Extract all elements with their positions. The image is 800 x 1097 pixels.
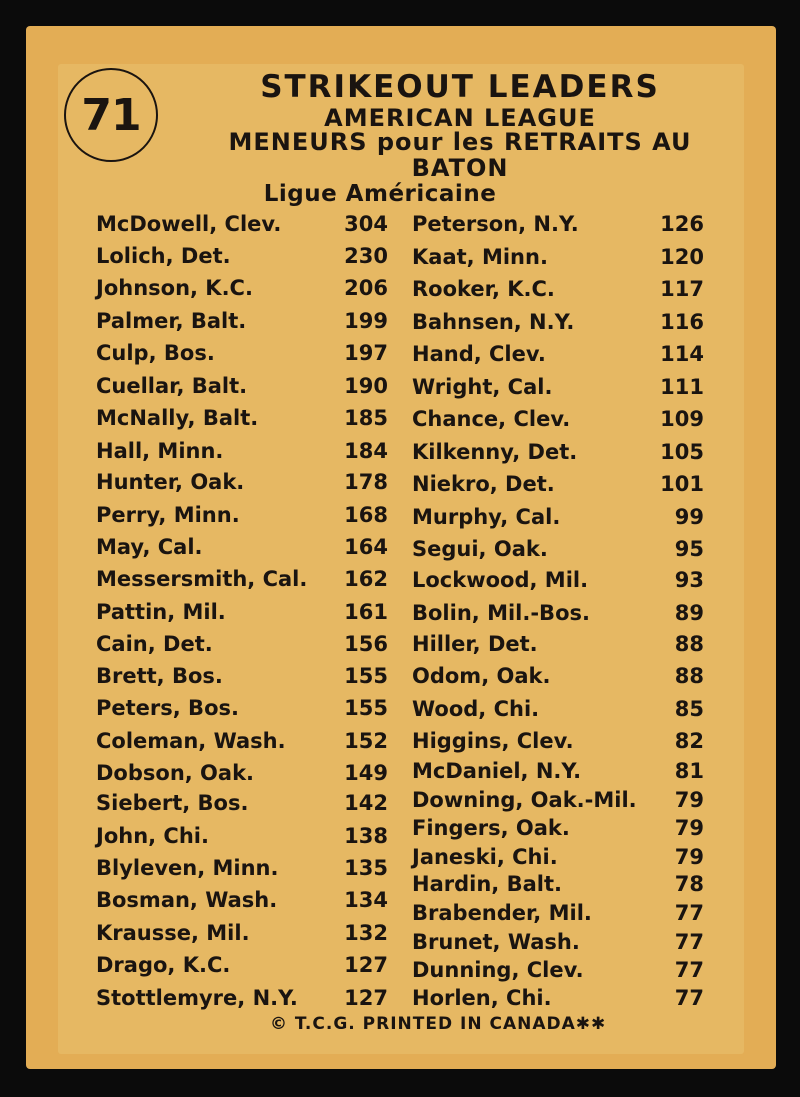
- player-name: Drago, K.C.: [96, 953, 231, 977]
- player-name: Bolin, Mil.-Bos.: [412, 601, 590, 625]
- strikeout-count: 88: [674, 664, 704, 688]
- player-name: Brunet, Wash.: [412, 930, 580, 954]
- strikeout-count: 152: [344, 729, 388, 753]
- player-name: McDowell, Clev.: [96, 212, 282, 236]
- player-name: Bosman, Wash.: [96, 888, 278, 912]
- player-name: Chance, Clev.: [412, 407, 571, 431]
- strikeout-count: 120: [660, 245, 704, 269]
- player-name: Dunning, Clev.: [412, 958, 584, 982]
- strikeout-count: 99: [674, 505, 704, 529]
- player-name: May, Cal.: [96, 535, 203, 559]
- player-name: Cain, Det.: [96, 632, 213, 656]
- player-name: Peters, Bos.: [96, 696, 239, 720]
- strikeout-count: 78: [674, 872, 704, 896]
- player-name: Coleman, Wash.: [96, 729, 286, 753]
- title-french-line1: MENEURS pour les RETRAITS AU: [228, 128, 692, 156]
- player-name: Fingers, Oak.: [412, 816, 570, 840]
- player-name: Odom, Oak.: [412, 664, 551, 688]
- player-name: Hiller, Det.: [412, 632, 538, 656]
- player-name: Perry, Minn.: [96, 503, 240, 527]
- strikeout-count: 79: [674, 845, 704, 869]
- player-name: Palmer, Balt.: [96, 309, 247, 333]
- player-name: Culp, Bos.: [96, 341, 215, 365]
- player-name: Bahnsen, N.Y.: [412, 310, 575, 334]
- player-name: Messersmith, Cal.: [96, 567, 308, 591]
- strikeout-count: 197: [344, 341, 388, 365]
- strikeout-count: 184: [344, 439, 388, 463]
- strikeout-count: 230: [344, 244, 388, 268]
- player-name: Higgins, Clev.: [412, 729, 574, 753]
- league-french: Ligue Américaine: [263, 181, 497, 207]
- player-name: Pattin, Mil.: [96, 600, 226, 624]
- strikeout-count: 132: [344, 921, 388, 945]
- player-name: Downing, Oak.-Mil.: [412, 788, 637, 812]
- footer-copyright: © T.C.G. PRINTED IN CANADA✱✱: [270, 1014, 607, 1034]
- strikeout-count: 304: [344, 212, 388, 236]
- card-number: 71: [64, 68, 158, 162]
- strikeout-count: 134: [344, 888, 388, 912]
- player-name: Hunter, Oak.: [96, 470, 245, 494]
- player-name: Niekro, Det.: [412, 472, 555, 496]
- player-name: Blyleven, Minn.: [96, 856, 279, 880]
- strikeout-count: 111: [660, 375, 704, 399]
- player-name: Janeski, Chi.: [412, 845, 558, 869]
- strikeout-count: 77: [674, 958, 704, 982]
- strikeout-count: 127: [344, 953, 388, 977]
- player-name: Siebert, Bos.: [96, 791, 249, 815]
- player-name: Stottlemyre, N.Y.: [96, 986, 298, 1010]
- strikeout-count: 79: [674, 788, 704, 812]
- title: STRIKEOUT LEADERS: [260, 69, 660, 105]
- strikeout-count: 138: [344, 824, 388, 848]
- strikeout-count: 95: [674, 537, 704, 561]
- player-name: McNally, Balt.: [96, 406, 259, 430]
- player-name: Johnson, K.C.: [96, 276, 253, 300]
- strikeout-count: 156: [344, 632, 388, 656]
- strikeout-count: 77: [674, 930, 704, 954]
- strikeout-count: 79: [674, 816, 704, 840]
- player-name: Lolich, Det.: [96, 244, 231, 268]
- player-name: Hall, Minn.: [96, 439, 224, 463]
- strikeout-count: 206: [344, 276, 388, 300]
- strikeout-count: 89: [674, 601, 704, 625]
- player-name: John, Chi.: [96, 824, 209, 848]
- strikeout-count: 101: [660, 472, 704, 496]
- strikeout-count: 114: [660, 342, 704, 366]
- title-french-line2: BATON: [411, 154, 509, 182]
- player-name: Hardin, Balt.: [412, 872, 562, 896]
- player-name: Krausse, Mil.: [96, 921, 250, 945]
- player-name: Horlen, Chi.: [412, 986, 552, 1010]
- strikeout-count: 82: [674, 729, 704, 753]
- strikeout-count: 185: [344, 406, 388, 430]
- player-name: Peterson, N.Y.: [412, 212, 579, 236]
- strikeout-count: 155: [344, 696, 388, 720]
- player-name: Wright, Cal.: [412, 375, 553, 399]
- strikeout-count: 199: [344, 309, 388, 333]
- strikeout-count: 126: [660, 212, 704, 236]
- player-name: Wood, Chi.: [412, 697, 540, 721]
- strikeout-count: 109: [660, 407, 704, 431]
- strikeout-count: 77: [674, 901, 704, 925]
- strikeout-count: 178: [344, 470, 388, 494]
- strikeout-count: 142: [344, 791, 388, 815]
- player-name: Dobson, Oak.: [96, 761, 255, 785]
- strikeout-count: 85: [674, 697, 704, 721]
- player-name: Kaat, Minn.: [412, 245, 548, 269]
- strikeout-count: 190: [344, 374, 388, 398]
- player-name: Kilkenny, Det.: [412, 440, 578, 464]
- player-name: Brabender, Mil.: [412, 901, 592, 925]
- strikeout-count: 135: [344, 856, 388, 880]
- player-name: Hand, Clev.: [412, 342, 546, 366]
- strikeout-count: 149: [344, 761, 388, 785]
- league-english: AMERICAN LEAGUE: [324, 104, 596, 132]
- strikeout-count: 88: [674, 632, 704, 656]
- strikeout-count: 105: [660, 440, 704, 464]
- strikeout-count: 93: [674, 568, 704, 592]
- strikeout-count: 127: [344, 986, 388, 1010]
- player-name: Murphy, Cal.: [412, 505, 561, 529]
- strikeout-count: 117: [660, 277, 704, 301]
- strikeout-count: 168: [344, 503, 388, 527]
- strikeout-count: 81: [674, 759, 704, 783]
- player-name: McDaniel, N.Y.: [412, 759, 582, 783]
- strikeout-count: 116: [660, 310, 704, 334]
- strikeout-count: 155: [344, 664, 388, 688]
- player-name: Cuellar, Balt.: [96, 374, 248, 398]
- player-name: Segui, Oak.: [412, 537, 548, 561]
- strikeout-count: 164: [344, 535, 388, 559]
- strikeout-count: 77: [674, 986, 704, 1010]
- player-name: Lockwood, Mil.: [412, 568, 589, 592]
- player-name: Rooker, K.C.: [412, 277, 555, 301]
- strikeout-count: 162: [344, 567, 388, 591]
- strikeout-count: 161: [344, 600, 388, 624]
- player-name: Brett, Bos.: [96, 664, 223, 688]
